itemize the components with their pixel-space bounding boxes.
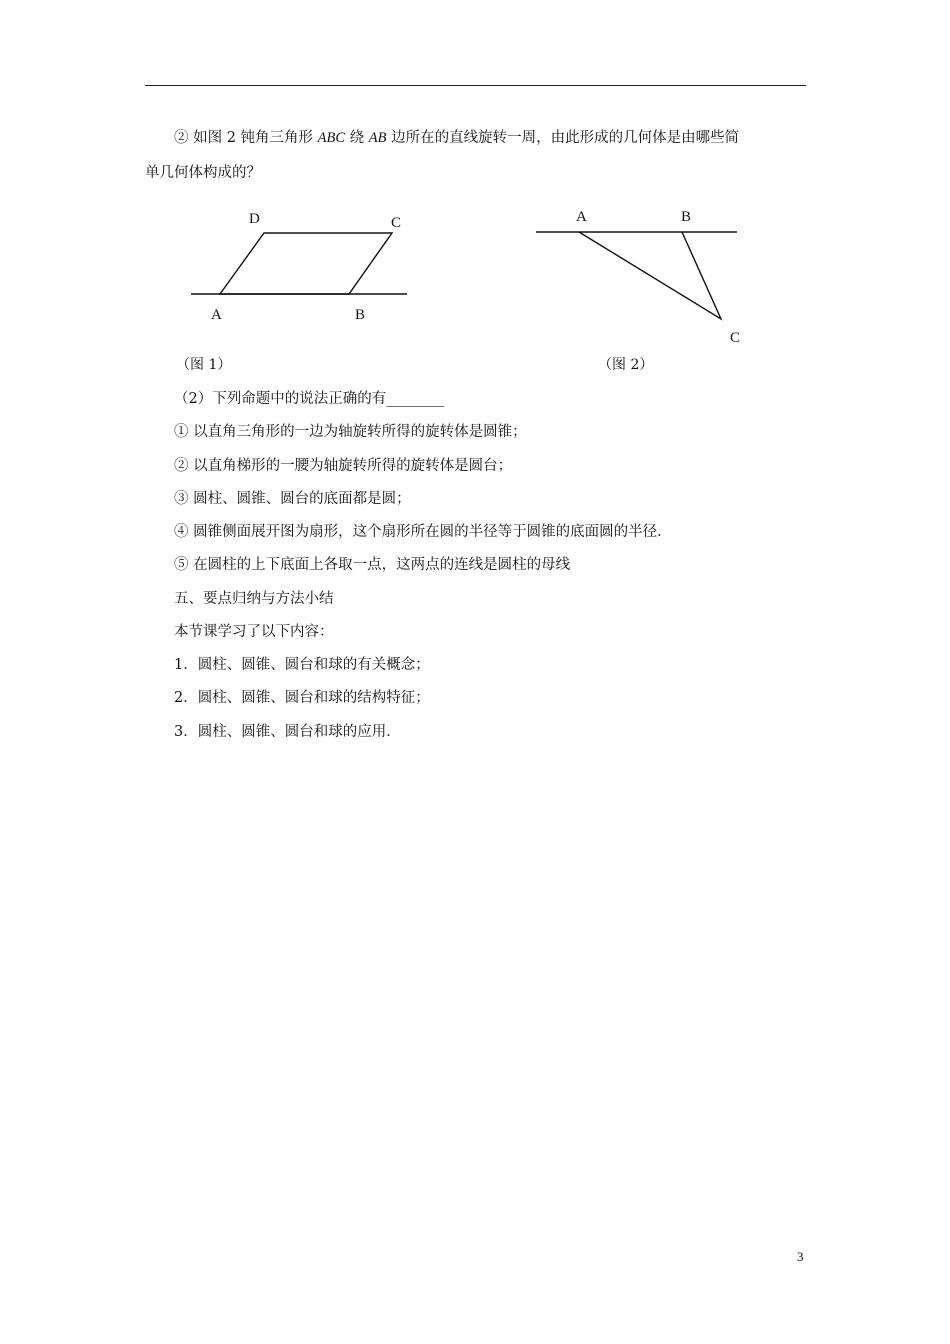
figure-1-parallelogram — [191, 233, 407, 294]
fig1-label-c: C — [391, 215, 402, 231]
figures-svg — [0, 0, 950, 400]
summary-item-1: 1．圆柱、圆锥、圆台和球的有关概念； — [174, 657, 430, 673]
statement-1: ① 以直角三角形的一边为轴旋转所得的旋转体是圆锥； — [174, 424, 527, 440]
figure-2-shape — [579, 232, 721, 319]
fig2-label-a: A — [576, 209, 587, 225]
question-text-b: 绕 — [345, 130, 369, 146]
question-text-a: ② 如图 2 钝角三角形 — [174, 130, 318, 146]
statement-3: ③ 圆柱、圆锥、圆台的底面都是圆； — [174, 491, 411, 507]
figure-2-caption: （图 2） — [598, 357, 654, 373]
fig1-label-b: B — [355, 307, 366, 323]
statement-5: ⑤ 在圆柱的上下底面上各取一点，这两点的连线是圆柱的母线 — [174, 557, 571, 573]
question-text-c: 边所在的直线旋转一周，由此形成的几何体是由哪些简 — [386, 130, 740, 146]
statement-2: ② 以直角梯形的一腰为轴旋转所得的旋转体是圆台； — [174, 458, 513, 474]
fig2-label-c: C — [730, 330, 741, 346]
page-number: 3 — [797, 1249, 804, 1264]
figure-1-caption: （图 1） — [176, 357, 232, 373]
summary-item-2: 2．圆柱、圆锥、圆台和球的结构特征； — [174, 690, 430, 706]
question-line-2: 单几何体构成的？ — [145, 165, 261, 181]
statement-4: ④ 圆锥侧面展开图为扇形，这个扇形所在圆的半径等于圆锥的底面圆的半径． — [174, 524, 672, 540]
figure-2-triangle — [536, 232, 737, 319]
summary-item-3: 3．圆柱、圆锥、圆台和球的应用． — [174, 724, 401, 740]
fig1-label-d: D — [249, 211, 260, 227]
question-2-title: （2）下列命题中的说法正确的有________ — [174, 391, 445, 407]
fig2-label-b: B — [681, 209, 692, 225]
figure-1-shape — [220, 233, 392, 294]
triangle-name: ABC — [317, 130, 346, 146]
summary-intro: 本节课学习了以下内容： — [174, 624, 334, 640]
section-title: 五、要点归纳与方法小结 — [174, 591, 334, 607]
edge-name: AB — [368, 130, 387, 146]
fig1-label-a: A — [211, 307, 222, 323]
